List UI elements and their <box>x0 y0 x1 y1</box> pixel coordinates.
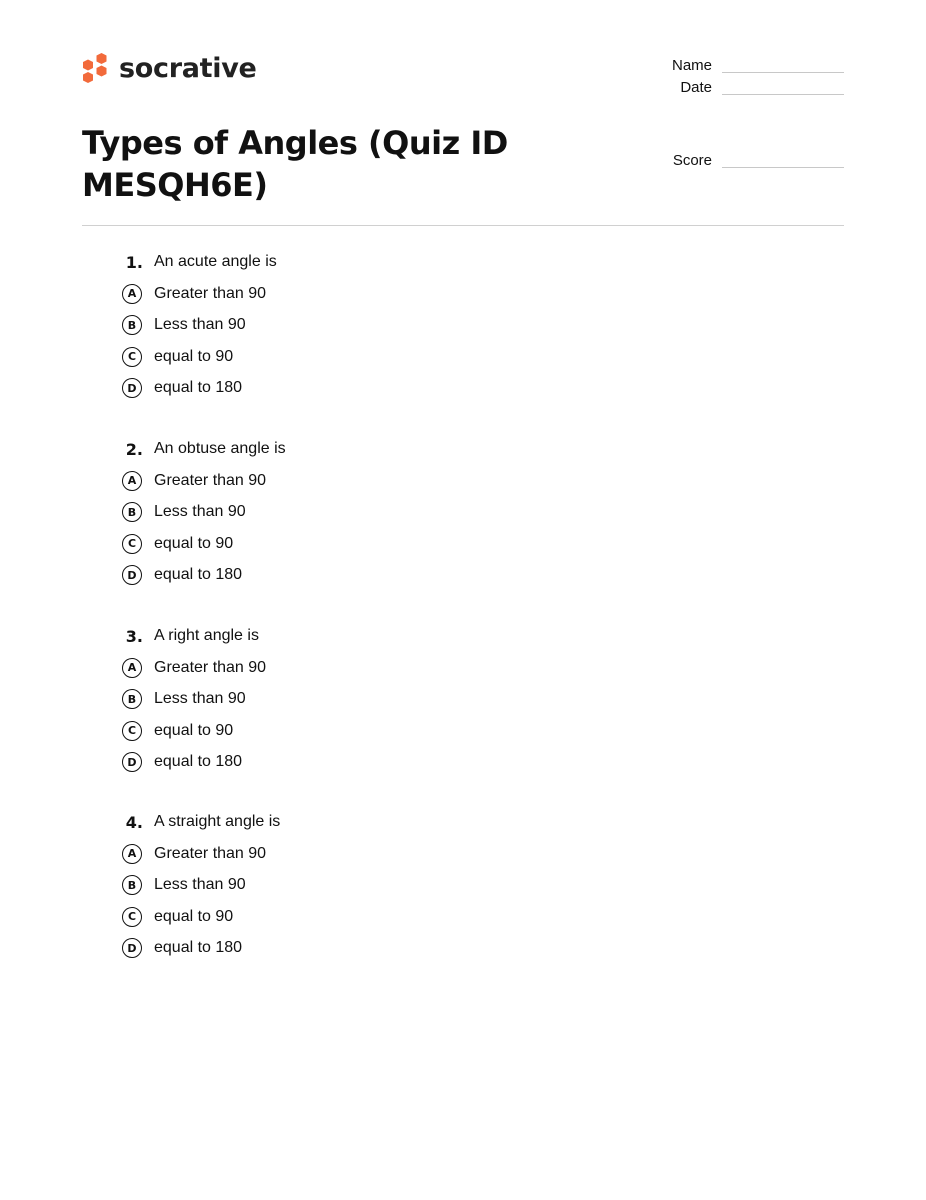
option-b[interactable] <box>120 314 277 336</box>
answer-bubble-icon[interactable]: A <box>122 844 142 864</box>
name-label: Name <box>671 57 712 74</box>
page-title: Types of Angles (Quiz ID MESQH6E) <box>82 124 508 204</box>
option-text: Greater than 90 <box>154 844 267 862</box>
question-text: An acute angle is <box>154 253 277 270</box>
question-2 <box>120 438 286 586</box>
option-text: Greater than 90 <box>154 658 267 676</box>
question-header <box>120 625 266 647</box>
option-c[interactable] <box>120 533 286 555</box>
question-header <box>120 811 280 833</box>
option-text: Less than 90 <box>154 316 246 333</box>
question-number: 2. <box>125 439 143 459</box>
option-a[interactable] <box>120 470 286 492</box>
option-text: equal to 90 <box>154 347 234 365</box>
option-d[interactable] <box>120 937 280 959</box>
option-text: equal to 90 <box>154 721 234 739</box>
answer-bubble-icon[interactable]: D <box>122 938 142 958</box>
answer-bubble-icon[interactable]: D <box>122 752 142 772</box>
score-label: Score <box>672 152 712 169</box>
option-c[interactable] <box>120 906 280 928</box>
option-text: equal to 180 <box>154 939 243 956</box>
question-text: A straight angle is <box>154 813 281 830</box>
answer-bubble-icon[interactable]: A <box>122 284 142 304</box>
answer-bubble-icon[interactable]: B <box>122 502 142 522</box>
question-3 <box>120 625 266 773</box>
option-a[interactable] <box>120 657 266 679</box>
answer-bubble-icon[interactable]: A <box>122 658 142 678</box>
option-text: Greater than 90 <box>154 284 267 302</box>
option-text: Greater than 90 <box>154 471 267 489</box>
name-field[interactable] <box>650 57 844 75</box>
question-text: An obtuse angle is <box>154 440 286 457</box>
score-line[interactable] <box>722 166 844 168</box>
date-line[interactable] <box>722 93 844 95</box>
question-header <box>120 251 277 273</box>
answer-bubble-icon[interactable]: D <box>122 378 142 398</box>
option-text: equal to 180 <box>154 566 243 583</box>
answer-bubble-icon[interactable]: B <box>122 689 142 709</box>
option-c[interactable] <box>120 346 277 368</box>
option-text: Less than 90 <box>154 690 246 707</box>
socrative-logo <box>81 52 257 88</box>
option-text: Less than 90 <box>154 876 246 893</box>
answer-bubble-icon[interactable]: B <box>122 875 142 895</box>
option-text: equal to 90 <box>154 907 234 925</box>
option-text: Less than 90 <box>154 503 246 520</box>
answer-bubble-icon[interactable]: C <box>122 534 142 554</box>
answer-bubble-icon[interactable]: B <box>122 315 142 335</box>
option-text: equal to 90 <box>154 534 234 552</box>
answer-bubble-icon[interactable]: D <box>122 565 142 585</box>
option-d[interactable] <box>120 564 286 586</box>
question-number: 1. <box>125 252 143 272</box>
brand-name: socrative <box>119 53 257 84</box>
option-d[interactable] <box>120 751 266 773</box>
answer-bubble-icon[interactable]: A <box>122 471 142 491</box>
question-number: 4. <box>125 812 143 832</box>
option-b[interactable] <box>120 688 266 710</box>
option-c[interactable] <box>120 720 266 742</box>
date-field[interactable] <box>650 79 844 97</box>
answer-bubble-icon[interactable]: C <box>122 347 142 367</box>
option-a[interactable] <box>120 283 277 305</box>
question-1 <box>120 251 277 399</box>
date-label: Date <box>680 79 712 96</box>
answer-bubble-icon[interactable]: C <box>122 907 142 927</box>
score-field[interactable] <box>650 152 844 170</box>
question-header <box>120 438 286 460</box>
hexagon-cluster-icon <box>81 52 109 88</box>
question-text: A right angle is <box>154 627 259 644</box>
question-number: 3. <box>125 626 143 646</box>
answer-bubble-icon[interactable]: C <box>122 721 142 741</box>
name-line[interactable] <box>722 71 844 73</box>
option-d[interactable] <box>120 377 277 399</box>
option-b[interactable] <box>120 874 280 896</box>
option-text: equal to 180 <box>154 379 243 396</box>
option-text: equal to 180 <box>154 753 243 770</box>
header-divider <box>82 225 844 226</box>
option-a[interactable] <box>120 843 280 865</box>
question-4 <box>120 811 280 959</box>
option-b[interactable] <box>120 501 286 523</box>
